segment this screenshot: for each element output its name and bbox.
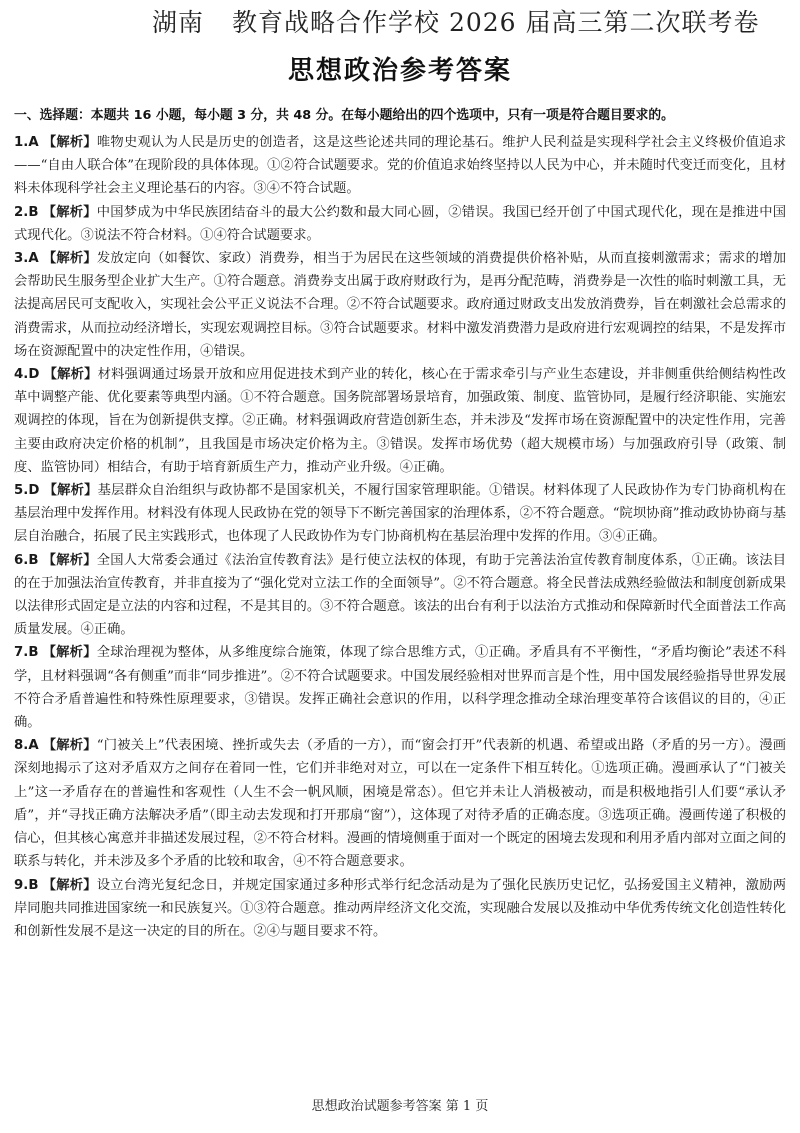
- answer-item: [14, 641, 786, 734]
- answer-choice: B: [28, 645, 39, 661]
- analysis-text: 基层群众自治组织与政协都不是国家机关，不履行国家管理职能。①错误。材料体现了人民政协作为专门协商机构在基层治理中发挥作用。材料没有体现人民政协在党的领导下不断完善国家的治理体系，②不符合题意。“院坝协商”推动政协协商与基层自治融合，拓展了民主实践形式，也体现了人民政协作为专门协商机构在基层治理中发挥的作用。③④正确。: [14, 483, 787, 545]
- analysis-tag: 【解析】: [43, 483, 98, 499]
- answer-choice: D: [28, 367, 40, 383]
- question-number: 8.: [14, 738, 29, 754]
- answer-item: [14, 734, 786, 873]
- question-number: 9.: [14, 877, 29, 893]
- question-number: 4.: [14, 367, 29, 383]
- answer-choice: B: [28, 877, 39, 893]
- analysis-tag: 【解析】: [42, 877, 97, 893]
- page-title: 思想政治参考答案: [287, 56, 512, 86]
- section-heading: 一、选择题：本题共 16 小题，每小题 3 分，共 48 分。在每小题给出的四个选项中，只有一项是符合题目要求的。: [14, 108, 674, 123]
- question-number: 1.: [14, 135, 29, 150]
- question-number: 2.: [14, 204, 29, 220]
- answer-item: [14, 363, 786, 479]
- analysis-tag: 【解析】: [42, 552, 97, 568]
- answer-item: [14, 201, 786, 247]
- answer-choice: A: [28, 135, 39, 150]
- answer-item: [14, 479, 786, 549]
- analysis-tag: 【解析】: [42, 135, 97, 150]
- province-label: 湖南: [152, 8, 205, 37]
- answer-item: [14, 247, 786, 363]
- analysis-tag: 【解析】: [42, 204, 97, 220]
- question-number: 5.: [14, 483, 29, 499]
- question-number: 6.: [14, 552, 29, 568]
- analysis-text: “门被关上”代表困境、挫折或失去（矛盾的一方），而“窗会打开”代表新的机遇、希望或出路（矛盾的另一方）。漫画深刻地揭示了这对矛盾双方之间存在着同一性，它们并非绝对对立，可以在一定条件下相互转化。①选项正确。漫画承认了“门被关上”这一矛盾存在的普遍性和客观性（人生不会一帆风顺，困境是常态）。但它并未让人消极被动，而是积极地指引人们要“承认矛盾”，并“寻找正确方法解决矛盾”（即主动去发现和打开那扇“窗”），这体现了对待矛盾的正确态度。③选项正确。漫画传递了积极的信心，但其核心寓意并非描述发展过程，②不符合材料。漫画的情境侧重于面对一个既定的困境去发现和利用矛盾内部对立面之间的联系与转化，并未涉及多个矛盾的比较和取舍，④不符合题意要求。: [14, 738, 787, 870]
- analysis-tag: 【解析】: [43, 367, 98, 383]
- analysis-text: 材料强调通过场景开放和应用促进技术到产业的转化，核心在于需求牵引与产业生态建设，并非侧重供给侧结构性改革中调整产能、优化要素等典型内涵。①不符合题意。国务院部署场景培育，加强政策、制度、监管协同，是履行经济职能、实施宏观调控的体现，旨在为创新提供支撑。②正确。材料强调政府营造创新生态，并未涉及“发挥市场在资源配置中的决定性作用，完善主要由政府决定价格的机制”，且我国是市场决定价格为主。③错误。发挥市场优势（超大规模市场）与加强政府引导（政策、制度、监管协同）相结合，有助于培育新质生产力，推动产业升级。④正确。: [14, 367, 787, 475]
- answer-choice: A: [28, 738, 39, 754]
- answer-list: [14, 131, 786, 943]
- analysis-text: 中国梦成为中华民族团结奋斗的最大公约数和最大同心圆，②错误。我国已经开创了中国式现代化，现在是推进中国式现代化。③说法不符合材料。①④符合试题要求。: [14, 204, 787, 243]
- analysis-text: 唯物史观认为人民是历史的创造者，这是这些论述共同的理论基石。维护人民利益是实现科学社会主义终极价值追求——“自由人联合体”在现阶段的具体体现。①②符合试题要求。党的价值追求始终坚持以人民为中心，并未随时代变迁而变化，且材料未体现科学社会主义理论基石的内容。③④不符合试题。: [14, 135, 787, 197]
- answer-item: [14, 874, 786, 944]
- analysis-text: 全国人大常委会通过《法治宣传教育法》是行使立法权的体现，有助于完善法治宣传教育制度体系，①正确。该法目的在于加强法治宣传教育，并非直接为了“强化党对立法工作的全面领导”。②不符合题意。将全民普法成熟经验做法和制度创新成果以法律形式固定是立法的内容和过程，不是其目的。③不符合题意。该法的出台有利于以法治方式推动和保障新时代全面普法工作高质量发展。④正确。: [14, 552, 787, 638]
- answer-item: [14, 131, 786, 201]
- question-number: 3.: [14, 251, 29, 267]
- answer-choice: A: [28, 251, 39, 267]
- answer-choice: B: [28, 552, 39, 568]
- page-footer: 思想政治试题参考答案 第 1 页: [311, 1099, 489, 1114]
- analysis-text: 设立台湾光复纪念日，并规定国家通过多种形式举行纪念活动是为了强化民族历史记忆，弘扬爱国主义精神，激励两岸同胞共同推进国家统一和民族复兴。①③符合题意。推动两岸经济文化交流，实现融合发展以及推动中华优秀传统文化创造性转化和创新性发展不是这一决定的目的所在。②④与题目要求不符。: [14, 877, 787, 939]
- answer-item: [14, 549, 786, 642]
- answer-choice: D: [28, 483, 40, 499]
- exam-header: [0, 6, 800, 40]
- question-number: 7.: [14, 645, 29, 661]
- analysis-text: 发放定向（如餐饮、家政）消费券，相当于为居民在这些领域的消费提供价格补贴，从而直接刺激需求；需求的增加会帮助民生服务型企业扩大生产。①符合题意。消费券支出属于政府财政行为，是再分配范畴，消费券是一次性的临时刺激工具，无法提高居民可支配收入，实现社会公平正义说法不合理。②不符合试题要求。政府通过财政支出发放消费券，旨在刺激社会总需求的消费需求，从而拉动经济增长，实现宏观调控目标。③符合试题要求。材料中激发消费潜力是政府进行宏观调控的结果，不是发挥市场在资源配置中的决定性作用，④错误。: [14, 251, 787, 359]
- exam-name: 教育战略合作学校 2026 届高三第二次联考卷: [232, 8, 760, 37]
- analysis-tag: 【解析】: [42, 251, 97, 267]
- analysis-tag: 【解析】: [42, 645, 97, 661]
- answer-choice: B: [28, 204, 39, 220]
- analysis-text: 全球治理视为整体，从多维度综合施策，体现了综合思维方式，①正确。矛盾具有不平衡性，“矛盾均衡论”表述不科学，且材料强调“各有侧重”而非“同步推进”。②不符合试题要求。中国发展经验相对世界而言是个性，用中国发展经验指导世界发展不符合矛盾普遍性和特殊性原理要求，③错误。发挥正确社会意识的作用，以科学理念推动全球治理变革符合该倡议的目的，④正确。: [14, 645, 786, 731]
- analysis-tag: 【解析】: [42, 738, 97, 754]
